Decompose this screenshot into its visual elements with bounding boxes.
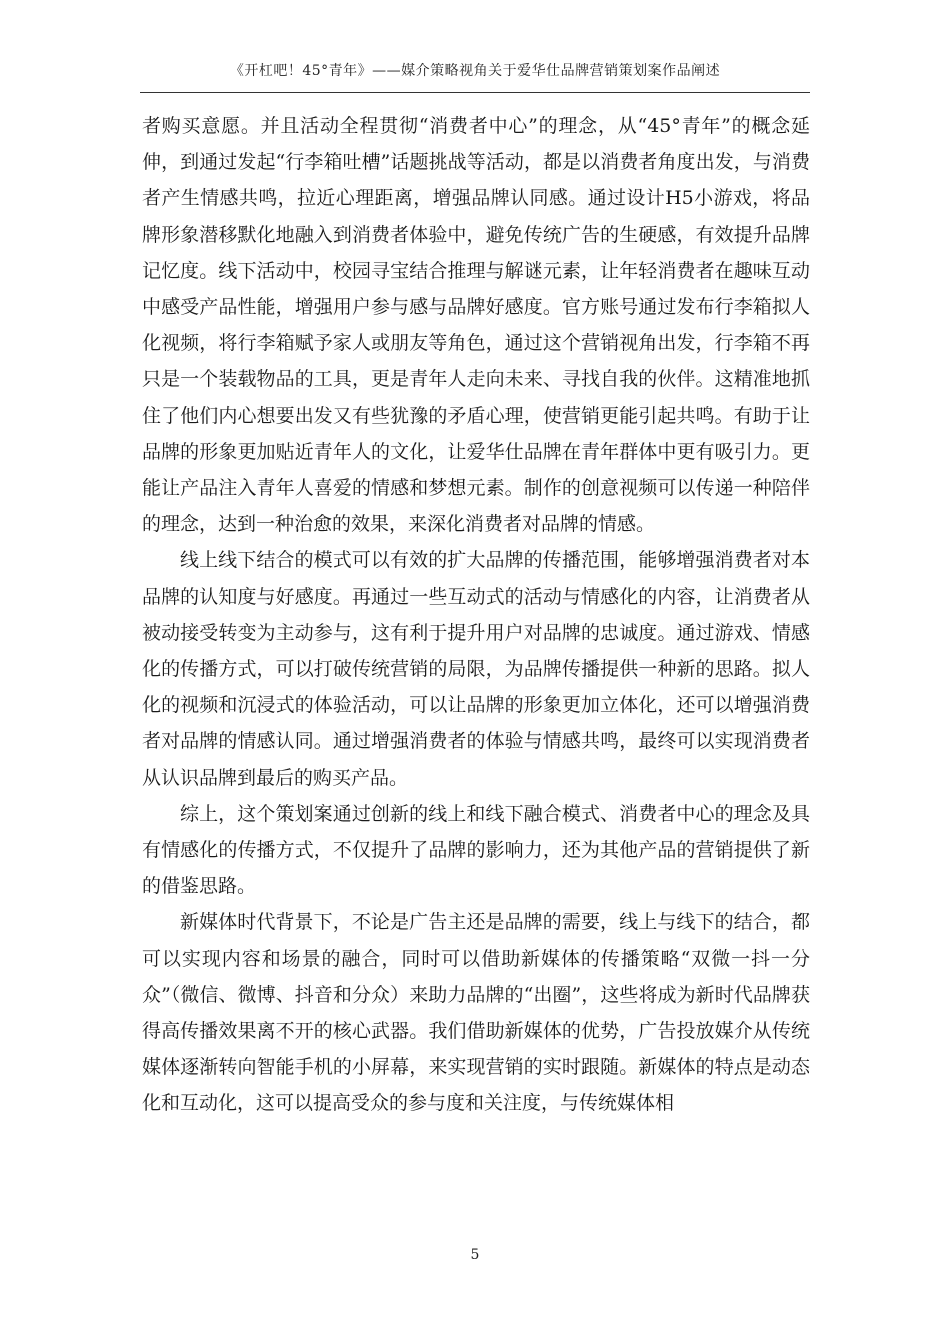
document-body [142, 108, 810, 1122]
paragraph-continued: 者购买意愿。并且活动全程贯彻“消费者中心”的理念，从“45°青年”的概念延伸，到通过发起“行李箱吐槽”话题挑战等活动，都是以消费者角度出发，与消费者产生情感共鸣，拉近心理距离，增强品牌认同感。通过设计H5小游戏，将品牌形象潜移默化地融入到消费者体验中，避免传统广告的生硬感，有效提升品牌记忆度。线下活动中，校园寻宝结合推理与解谜元素，让年轻消费者在趣味互动中感受产品性能，增强用户参与感与品牌好感度。官方账号通过发布行李箱拟人化视频，将行李箱赋予家人或朋友等角色，通过这个营销视角出发，行李箱不再只是一个装载物品的工具，更是青年人走向未来、寻找自我的伙伴。这精准地抓住了他们内心想要出发又有些犹豫的矛盾心理，使营销更能引起共鸣。有助于让品牌的形象更加贴近青年人的文化，让爱华仕品牌在青年群体中更有吸引力。更能让产品注入青年人喜爱的情感和梦想元素。制作的创意视频可以传递一种陪伴的理念，达到一种治愈的效果，来深化消费者对品牌的情感。 [142, 115, 810, 536]
header-divider [140, 92, 810, 93]
paragraph: 新媒体时代背景下，不论是广告主还是品牌的需要，线上与线下的结合，都可以实现内容和场景的融合，同时可以借助新媒体的传播策略“双微一抖一分众”（微信、微博、抖音和分众）来助力品牌的“出圈”，这些将成为新时代品牌获得高传播效果离不开的核心武器。我们借助新媒体的优势，广告投放媒介从传统媒体逐渐转向智能手机的小屏幕，来实现营销的实时跟随。新媒体的特点是动态化和互动化，这可以提高受众的参与度和关注度，与传统媒体相 [142, 911, 810, 1115]
page-header: 《开杠吧！45°青年》——媒介策略视角关于爱华仕品牌营销策划案作品阐述 [229, 63, 721, 79]
paragraph: 综上，这个策划案通过创新的线上和线下融合模式、消费者中心的理念及具有情感化的传播方式，不仅提升了品牌的影响力，还为其他产品的营销提供了新的借鉴思路。 [142, 802, 810, 898]
paragraph: 线上线下结合的模式可以有效的扩大品牌的传播范围，能够增强消费者对本品牌的认知度与好感度。再通过一些互动式的活动与情感化的内容，让消费者从被动接受转变为主动参与，这有利于提升用户对品牌的忠诚度。通过游戏、情感化的传播方式，可以打破传统营销的局限，为品牌传播提供一种新的思路。拟人化的视频和沉浸式的体验活动，可以让品牌的形象更加立体化，还可以增强消费者对品牌的情感认同。通过增强消费者的体验与情感共鸣，最终可以实现消费者从认识品牌到最后的购买产品。 [142, 549, 810, 789]
page-number: 5 [470, 1247, 480, 1263]
